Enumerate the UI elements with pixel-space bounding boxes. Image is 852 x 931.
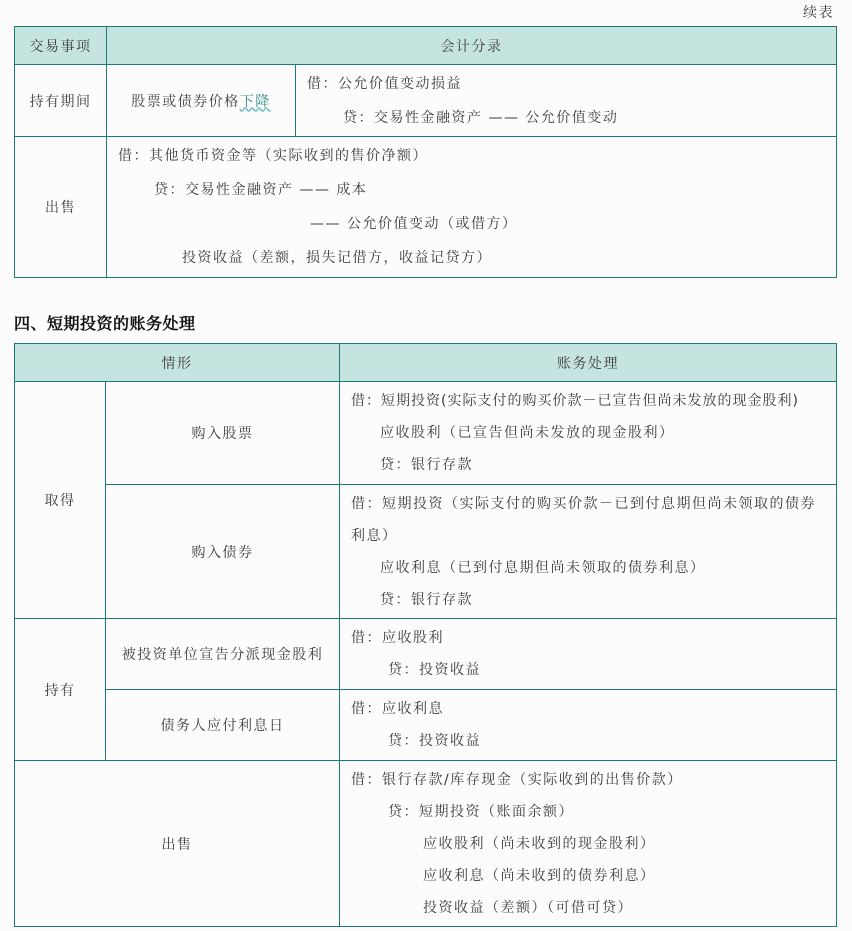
entry-cell xyxy=(296,65,837,137)
row-label: 出售 xyxy=(15,761,340,927)
table-row xyxy=(15,65,837,137)
entry-cell xyxy=(340,690,837,761)
short-term-investment-table xyxy=(14,343,837,927)
entry-line: 借：应收股利 xyxy=(351,630,444,646)
highlight-text: 下降 xyxy=(239,93,271,110)
row-label: 取得 xyxy=(15,382,106,619)
entry-line: 贷：银行存款 xyxy=(380,457,473,473)
header-situation: 情形 xyxy=(15,344,340,382)
case-cell: 购入债券 xyxy=(106,485,340,619)
entry-cell xyxy=(340,485,837,619)
header-transaction: 交易事项 xyxy=(15,27,107,65)
entry-line: 应收股利（尚未收到的现金股利） xyxy=(423,835,656,852)
entry-cell xyxy=(340,619,837,690)
case-text: 股票或债券价格 xyxy=(131,93,240,110)
entry-line: 投资收益（差额，损失记借方，收益记贷方） xyxy=(182,250,492,266)
entry-line: 贷：交易性金融资产 —— 公允价值变动 xyxy=(343,109,619,126)
case-cell: 购入股票 xyxy=(106,382,340,485)
entry-line: 借：公允价值变动损益 xyxy=(307,75,462,92)
case-cell xyxy=(107,65,296,137)
entry-line: 借：其他货币资金等（实际收到的售价净额） xyxy=(118,148,428,164)
table-row xyxy=(15,382,837,485)
table-row xyxy=(15,761,837,927)
entry-line: 应收利息（尚未收到的债券利息） xyxy=(423,867,656,884)
table-row xyxy=(15,690,837,761)
table-row xyxy=(15,619,837,690)
entry-cell xyxy=(107,137,837,278)
row-label: 持有 xyxy=(15,619,106,761)
row-label: 持有期间 xyxy=(15,65,107,137)
section-title: 四、短期投资的账务处理 xyxy=(14,314,196,333)
entry-line: 贷：短期投资（账面余额） xyxy=(388,803,574,820)
entry-line: 借：短期投资(实际支付的购买价款－已宣告但尚未发放的现金股利) xyxy=(351,393,799,409)
entry-cell xyxy=(340,761,837,927)
header-row xyxy=(15,344,837,382)
entry-line: 贷：投资收益 xyxy=(388,733,481,749)
entry-line: 贷：银行存款 xyxy=(380,591,473,608)
entry-line: 借：应收利息 xyxy=(351,701,444,717)
row-label: 出售 xyxy=(15,137,107,278)
header-treatment: 账务处理 xyxy=(340,344,837,382)
entry-line: 应收股利（已宣告但尚未发放的现金股利） xyxy=(380,425,675,441)
continued-label: 续表 xyxy=(803,5,834,21)
entry-line: 贷：交易性金融资产 —— 成本 xyxy=(154,182,368,198)
header-entries: 会计分录 xyxy=(107,27,837,65)
entry-line: 贷：投资收益 xyxy=(388,662,481,678)
trading-assets-table xyxy=(14,26,837,278)
header-row xyxy=(15,27,837,65)
entry-line: 借：短期投资（实际支付的购买价款－已到付息期但尚未领取的债券利息） xyxy=(351,495,816,544)
entry-line: 借：银行存款/库存现金（实际收到的出售价款） xyxy=(351,771,683,788)
entry-line: —— 公允价值变动（或借方） xyxy=(310,216,518,232)
case-cell: 被投资单位宣告分派现金股利 xyxy=(106,619,340,690)
entry-line: 应收利息（已到付息期但尚未领取的债券利息） xyxy=(380,559,706,576)
entry-line: 投资收益（差额）（可借可贷） xyxy=(423,899,633,916)
entry-cell xyxy=(340,382,837,485)
table-row xyxy=(15,485,837,619)
table-row xyxy=(15,137,837,278)
case-cell: 债务人应付利息日 xyxy=(106,690,340,761)
